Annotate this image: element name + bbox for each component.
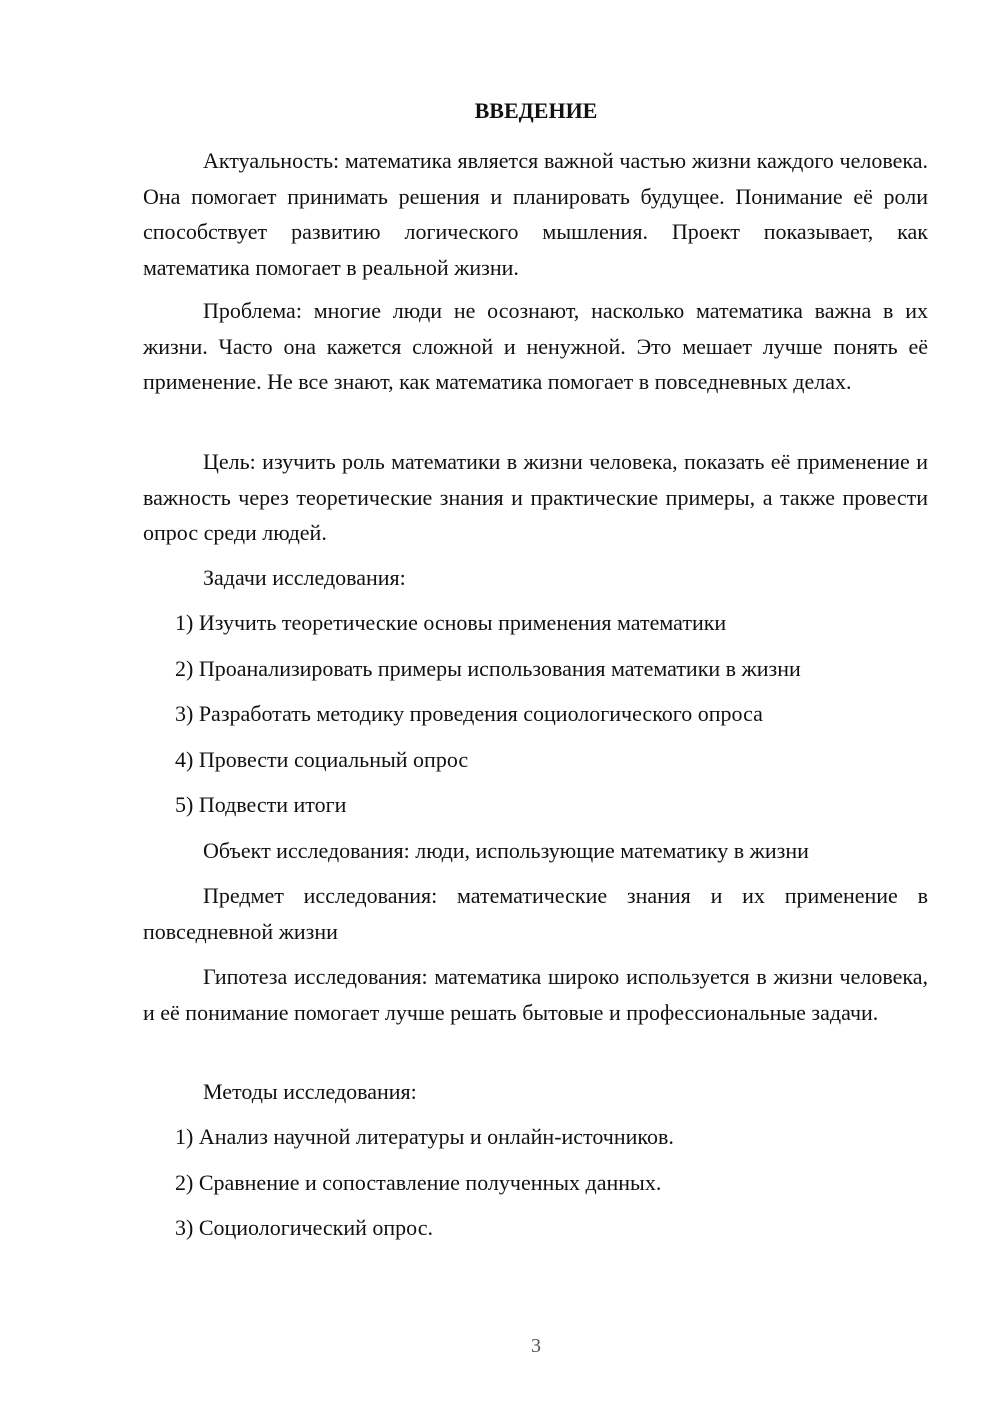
page-number: 3 bbox=[531, 1335, 541, 1357]
method-item: 2) Сравнение и сопоставление полученных данных. bbox=[175, 1170, 662, 1195]
task-item: 3) Разработать методику проведения социологического опроса bbox=[175, 701, 763, 726]
task-item: 5) Подвести итоги bbox=[175, 792, 347, 817]
task-item: 1) Изучить теоретические основы применения математики bbox=[175, 610, 727, 635]
method-item: 3) Социологический опрос. bbox=[175, 1215, 433, 1240]
method-item: 1) Анализ научной литературы и онлайн-источников. bbox=[175, 1124, 674, 1149]
section-title: ВВЕДЕНИЕ bbox=[474, 98, 598, 123]
relevance-paragraph: Актуальность: математика является важной частью жизни каждого человека. Она помогает принимать решения и планировать будущее. Понимание её роли способствует развитию логического мышления. Проект показывает, как математика помогает в реальной жизни. bbox=[143, 148, 928, 280]
methods-heading: Методы исследования: bbox=[203, 1079, 417, 1104]
object-paragraph: Объект исследования: люди, использующие математику в жизни bbox=[203, 838, 809, 863]
task-item: 4) Провести социальный опрос bbox=[175, 747, 469, 772]
task-item: 2) Проанализировать примеры использования математики в жизни bbox=[175, 656, 801, 681]
hypothesis-paragraph: Гипотеза исследования: математика широко используется в жизни человека, и её понимание помогает лучше решать бытовые и профессиональные задачи. bbox=[143, 964, 928, 1025]
goal-paragraph: Цель: изучить роль математики в жизни человека, показать её применение и важность через теоретические знания и практические примеры, а также провести опрос среди людей. bbox=[143, 449, 928, 545]
subject-paragraph: Предмет исследования: математические знания и их применение в повседневной жизни bbox=[143, 883, 928, 944]
problem-paragraph: Проблема: многие люди не осознают, насколько математика важна в их жизни. Часто она кажется сложной и ненужной. Это мешает лучше понять её применение. Не все знают, как математика помогает в повседневных делах. bbox=[143, 298, 928, 394]
tasks-heading: Задачи исследования: bbox=[203, 565, 406, 590]
